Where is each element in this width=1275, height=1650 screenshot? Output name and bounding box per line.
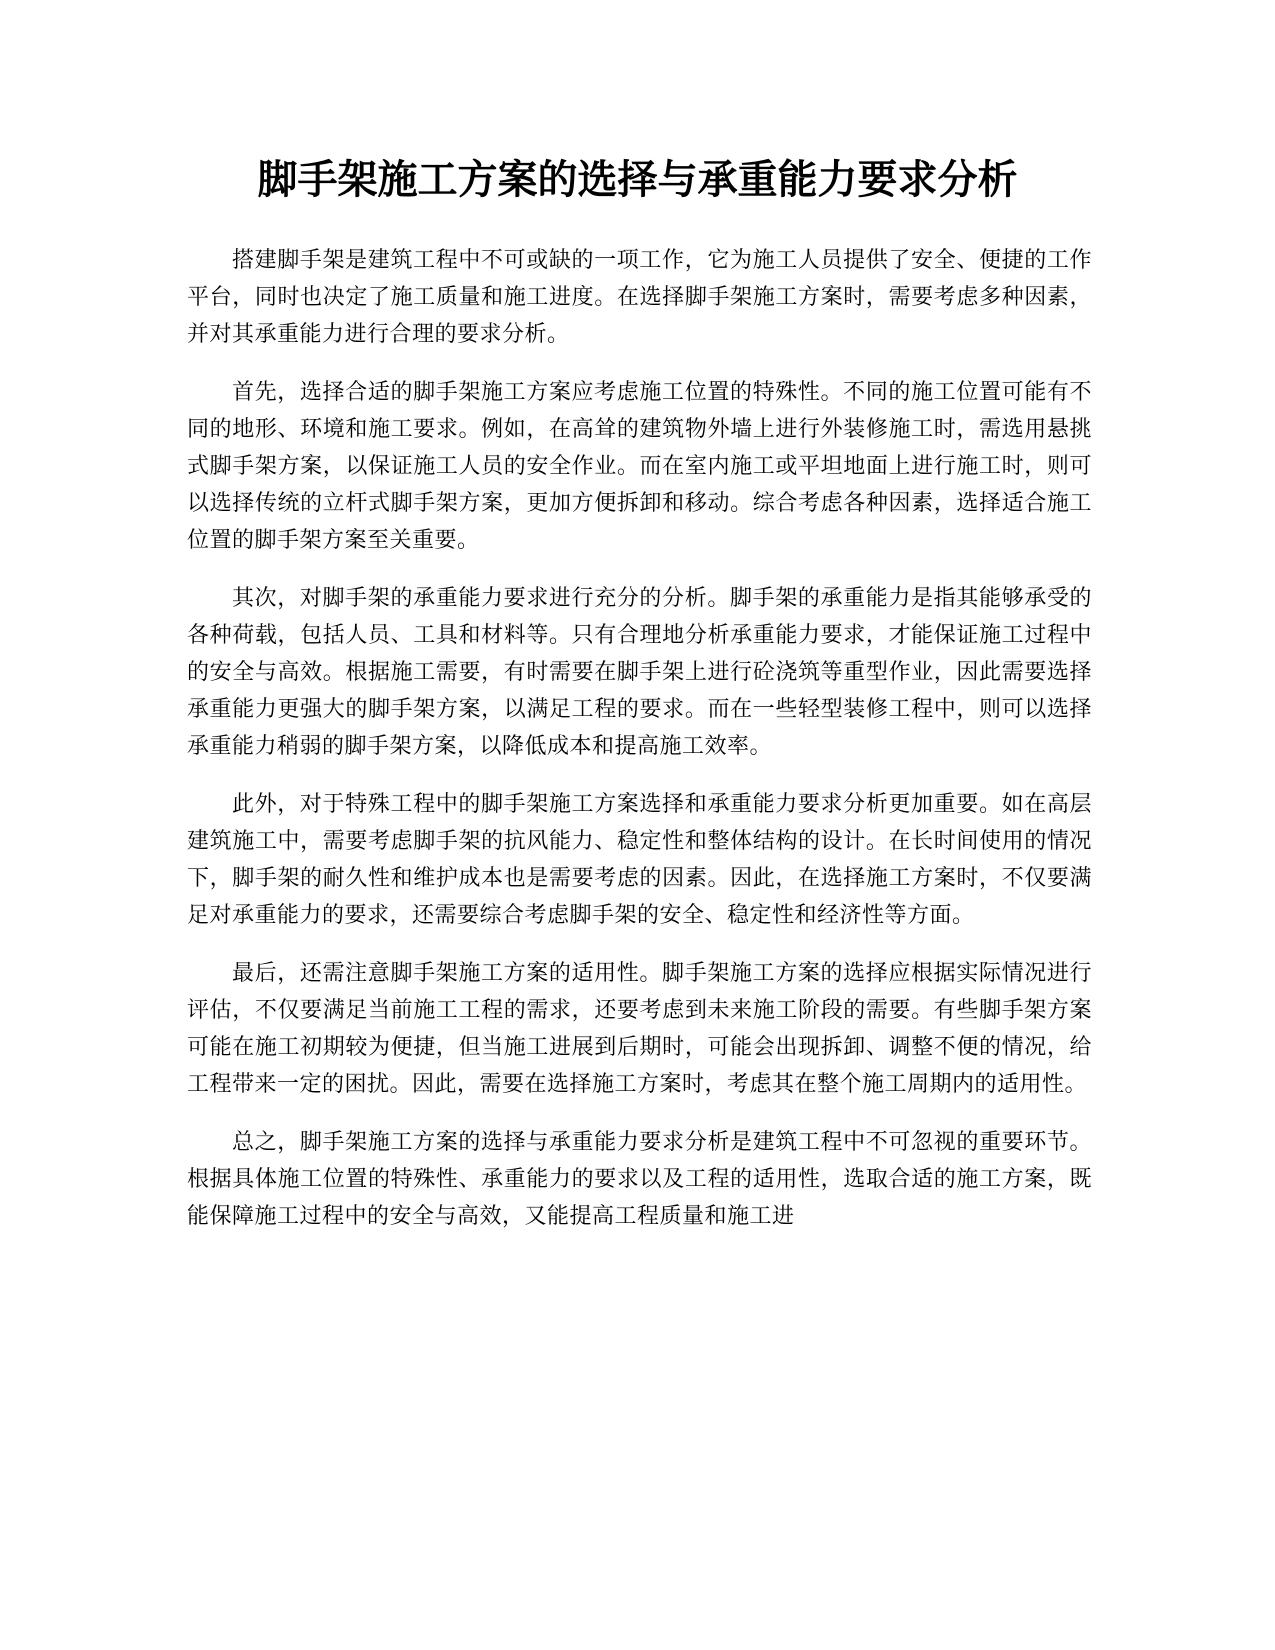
paragraph-load-capacity: 其次，对脚手架的承重能力要求进行充分的分析。脚手架的承重能力是指其能够承受的各种荷载，包括人员、工具和材料等。只有合理地分析承重能力要求，才能保证施工过程中的安全与高效。根据施工需要，有时需要在脚手架上进行砼浇筑等重型作业，因此需要选择承重能力更强大的脚手架方案，以满足工程的要求。而在一些轻型装修工程中，则可以选择承重能力稍弱的脚手架方案，以降低成本和提高施工效率。 [187, 586, 1092, 759]
paragraph-applicability: 最后，还需注意脚手架施工方案的适用性。脚手架施工方案的选择应根据实际情况进行评估，不仅要满足当前施工工程的需求，还要考虑到未来施工阶段的需要。有些脚手架方案可能在施工初期较为便捷，但当施工进展到后期时，可能会出现拆卸、调整不便的情况，给工程带来一定的困扰。因此，需要在选择施工方案时，考虑其在整个施工周期内的适用性。 [187, 961, 1092, 1097]
paragraph-location: 首先，选择合适的脚手架施工方案应考虑施工位置的特殊性。不同的施工位置可能有不同的地形、环境和施工要求。例如，在高耸的建筑物外墙上进行外装修施工时，需选用悬挑式脚手架方案，以保证施工人员的安全作业。而在室内施工或平坦地面上进行施工时，则可以选择传统的立杆式脚手架方案，更加方便拆卸和移动。综合考虑各种因素，选择适合施工位置的脚手架方案至关重要。 [187, 380, 1092, 553]
paragraph-special-projects: 此外，对于特殊工程中的脚手架施工方案选择和承重能力要求分析更加重要。如在高层建筑施工中，需要考虑脚手架的抗风能力、稳定性和整体结构的设计。在长时间使用的情况下，脚手架的耐久性和维护成本也是需要考虑的因素。因此，在选择施工方案时，不仅要满足对承重能力的要求，还需要综合考虑脚手架的安全、稳定性和经济性等方面。 [187, 792, 1092, 928]
paragraph-conclusion: 总之，脚手架施工方案的选择与承重能力要求分析是建筑工程中不可忽视的重要环节。根据具体施工位置的特殊性、承重能力的要求以及工程的适用性，选取合适的施工方案，既能保障施工过程中的安全与高效，又能提高工程质量和施工进 [187, 1130, 1092, 1229]
document-title: 脚手架施工方案的选择与承重能力要求分析 [257, 157, 1018, 203]
document-body [187, 242, 1092, 1256]
paragraph-intro: 搭建脚手架是建筑工程中不可或缺的一项工作，它为施工人员提供了安全、便捷的工作平台，同时也决定了施工质量和施工进度。在选择脚手架施工方案时，需要考虑多种因素，并对其承重能力进行合理的要求分析。 [187, 248, 1092, 347]
